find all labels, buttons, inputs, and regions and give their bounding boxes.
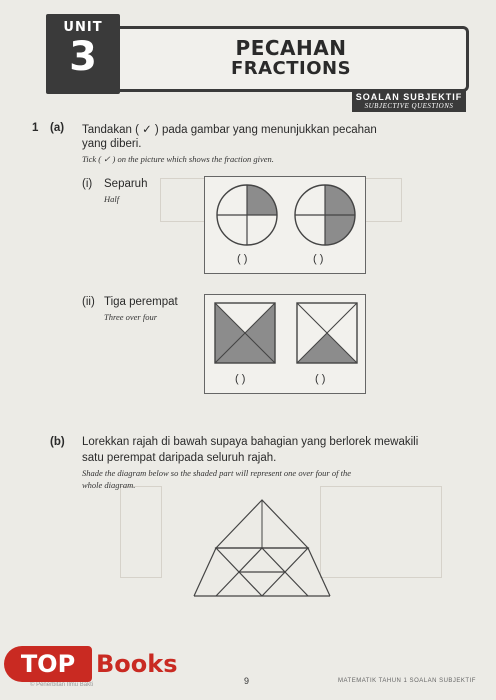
half-circles-figure	[205, 177, 365, 273]
topbooks-logo	[0, 646, 180, 682]
circle-option-left[interactable]	[217, 185, 277, 245]
section-tag-malay: SOALAN SUBJEKTIF	[355, 92, 463, 102]
square-option-right[interactable]	[297, 303, 357, 363]
item-ii-name: Tiga perempat	[104, 296, 178, 308]
logo-books-text: Books	[96, 650, 178, 678]
item-i-label: (i)	[82, 178, 93, 190]
part-b-label: (b)	[50, 436, 65, 448]
square-option-left[interactable]	[215, 303, 275, 363]
squares-figure	[205, 295, 365, 393]
title-english: FRACTIONS	[230, 58, 352, 79]
footer-book-title: MATEMATIK TAHUN 1 SOALAN SUBJEKTIF	[338, 678, 476, 684]
part-a-instruction-english: Tick ( ✓ ) on the picture which shows the fraction given.	[82, 154, 274, 164]
part-b-instruction-english-line1: Shade the diagram below so the shaded part will represent one over four of the	[82, 468, 351, 478]
item-i-name: Separuh	[104, 178, 148, 190]
answer-box-left[interactable]: ( )	[237, 253, 248, 265]
part-b-instruction-line2: satu perempat daripada seluruh rajah.	[82, 452, 277, 464]
part-b-instruction-english-line2: whole diagram.	[82, 480, 136, 490]
part-b-instruction-line1: Lorekkan rajah di bawah supaya bahagian yang berlorek mewakili	[82, 436, 419, 448]
section-tag-english: SUBJECTIVE QUESTIONS	[364, 102, 454, 110]
half-figure-box	[204, 176, 366, 274]
logo-top-text: TOP	[4, 646, 92, 682]
part-a-label: (a)	[50, 122, 65, 134]
bleed-through-box	[120, 486, 162, 578]
footer-copyright: © Penerbitan Ilmu Bakti	[30, 682, 94, 688]
title-malay: PECAHAN	[235, 36, 347, 60]
item-ii-name-english: Three over four	[104, 312, 158, 322]
bleed-through-box	[320, 486, 442, 578]
triangle-diagram[interactable]	[192, 496, 332, 600]
item-i-name-english: Half	[104, 194, 120, 204]
part-a-instruction-line1: Tandakan ( ✓ ) pada gambar yang menunjukkan pecahan	[82, 124, 377, 136]
question-number: 1	[32, 122, 39, 134]
item-ii-label: (ii)	[82, 296, 95, 308]
unit-number: 3	[69, 34, 97, 80]
page-number: 9	[244, 676, 250, 686]
three-quarter-figure-box	[204, 294, 366, 394]
answer-box-right[interactable]: ( )	[315, 373, 326, 385]
circle-option-right[interactable]	[295, 185, 355, 245]
answer-box-right[interactable]: ( )	[313, 253, 324, 265]
unit-badge	[46, 14, 120, 94]
answer-box-left[interactable]: ( )	[235, 373, 246, 385]
section-tag	[352, 90, 466, 112]
unit-label: UNIT	[63, 20, 103, 35]
part-a-instruction-line2: yang diberi.	[82, 138, 142, 150]
